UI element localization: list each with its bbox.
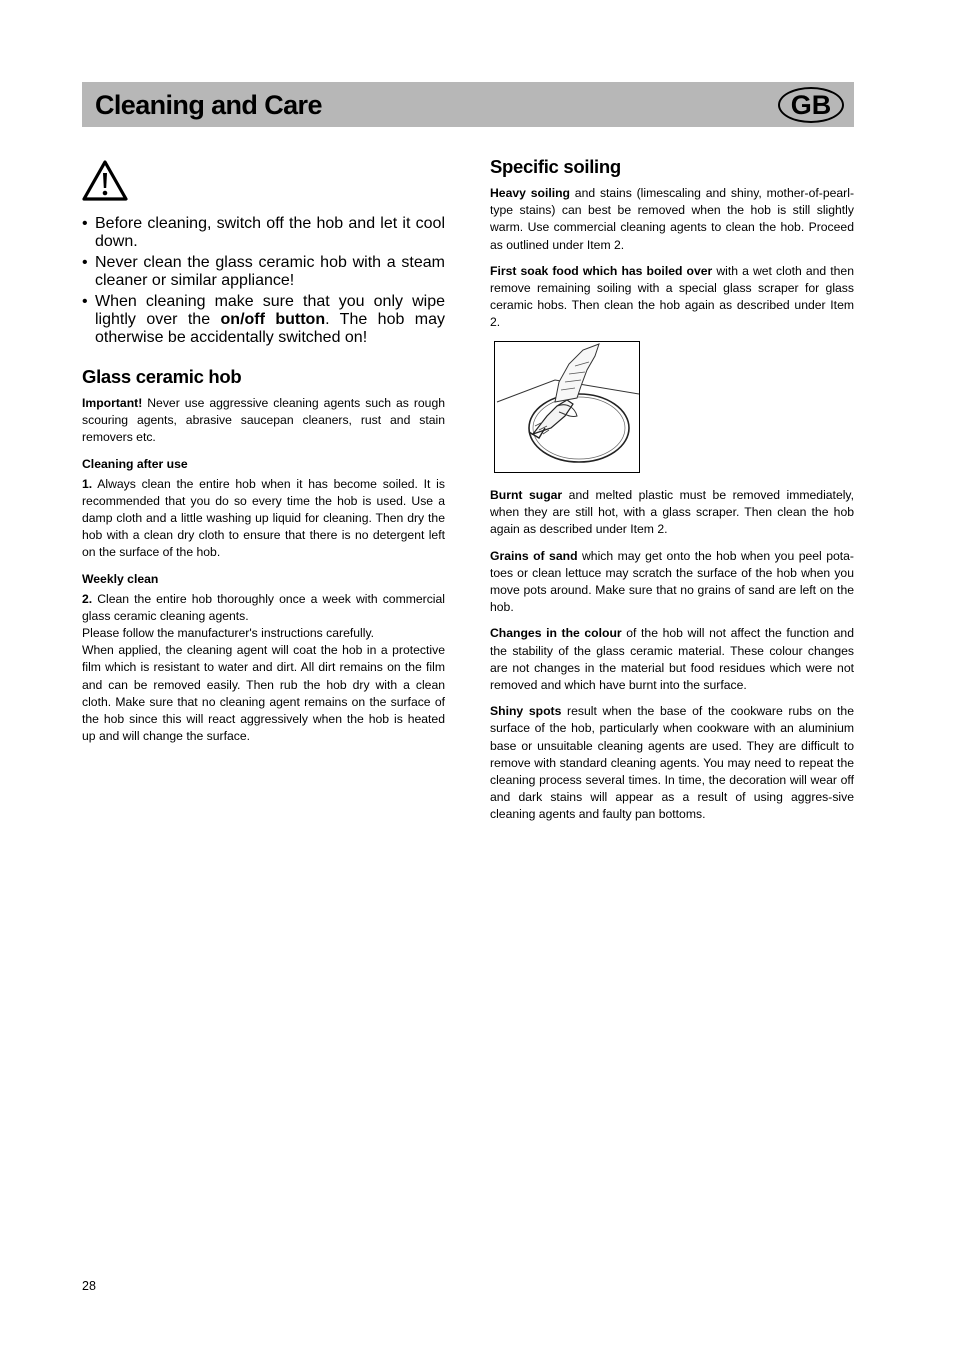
list-item: • When cleaning make sure that you only wipe lightly over the on/off button. The hob may otherwise be accidentally switched on! (82, 293, 445, 347)
boiled-over-paragraph: First soak food which has boiled over with a wet cloth and then remove remaining soiling with a special glass scraper for glass ceramic hobs. Then clean the hob again as described under Item 2. (490, 263, 854, 330)
page-title: Cleaning and Care (95, 90, 322, 120)
list-item: • Before cleaning, switch off the hob and let it cool down. (82, 215, 445, 251)
protective-film-paragraph: When applied, the cleaning agent will coat the hob in a protective film which is resistant to water and dirt. All dirt remains on the film and can be removed easily. Then rub the hob dry with a clean cloth. Make sure that no cleaning agent remains on the surface of the hob since this will react aggressively when the hob is heated up and will change the surface. (82, 643, 445, 744)
page-number: 28 (82, 1279, 96, 1293)
heavy-soiling-paragraph: Heavy soiling and stains (limescaling and shiny, mother-of-pearl-type stains) can best be removed when the hob is still slightly warm. Use commercial cleaning agents to clean the hob. Proceed as outlined under Item 2. (490, 186, 854, 252)
glass-scraper-illustration (494, 341, 640, 473)
header-bar (82, 82, 854, 127)
safety-warnings-list (82, 215, 445, 350)
section-title-glass-ceramic-hob: Glass ceramic hob (82, 366, 242, 387)
list-item: • Never clean the glass ceramic hob with a steam cleaner or similar appliance! (82, 254, 445, 290)
subheading-weekly-clean: Weekly clean (82, 571, 159, 586)
section-title-specific-soiling: Specific soiling (490, 156, 621, 177)
weekly-clean-paragraph: 2. Clean the entire hob thoroughly once a week with commercial glass ceramic cleaning agents. (82, 591, 445, 623)
specific-soiling-section-bottom (490, 487, 854, 824)
important-paragraph: Important! Never use aggressive cleaning agents such as rough scouring agents, abrasive saucepan cleaners, rust and stain removers etc. (82, 396, 445, 445)
hand-scraper-image (495, 342, 639, 472)
shiny-spots-paragraph: Shiny spots result when the base of the cookware rubs on the surface of the hob, particularly when cookware with an aluminium base or unsuitable cleaning agents are used. They are difficult to remove with standard cleaning agents. You may need to repeat the cleaning process several times. In time, the decoration will wear off and dark stains will appear as a result of using aggres-sive cleaning agents and faulty pan bottoms. (490, 704, 854, 822)
cleaning-after-use-paragraph: 1. Always clean the entire hob when it has become soiled. It is recommended that you do so every time the hob is used. Use a damp cloth and a little washing up liquid for cleaning. Then dry the hob with a clean dry cloth to ensure that there is no detergent left on the surface of the hob. (82, 476, 445, 560)
language-badge: GB (778, 87, 844, 123)
warning-triangle-icon (82, 159, 128, 202)
specific-soiling-section-top (490, 156, 854, 332)
colour-changes-paragraph: Changes in the colour of the hob will not affect the function and the stability of the glass ceramic material. These colour changes are not changes in the material but food residues which were not removed and which have burnt into the surface. (490, 626, 854, 693)
glass-ceramic-section (82, 366, 445, 745)
subheading-cleaning-after-use: Cleaning after use (82, 456, 188, 471)
burnt-sugar-paragraph: Burnt sugar and melted plastic must be removed immediately, when they are still hot, with a glass scraper. Then clean the hob again as described under Item 2. (490, 488, 854, 537)
instructions-paragraph: Please follow the manufacturer's instructions carefully. (82, 626, 375, 641)
grains-of-sand-paragraph: Grains of sand which may get onto the hob when you peel pota-toes or clean lettuce may scratch the surface of the hob when you move pots around. Make sure that no grains of sand are left on the hob. (490, 548, 854, 615)
